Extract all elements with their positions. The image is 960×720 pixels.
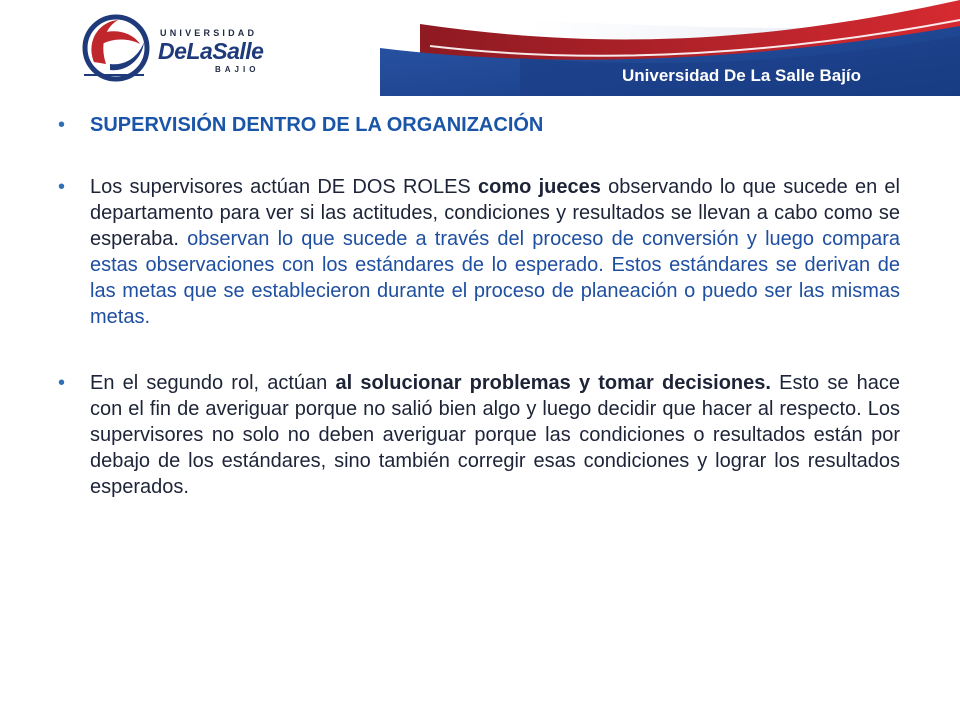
paragraph-1-text: Los supervisores actúan DE DOS ROLES	[90, 176, 478, 198]
section-heading: SUPERVISIÓN DENTRO DE LA ORGANIZACIÓN	[90, 114, 544, 136]
paragraph-2-emphasis: al solucionar problemas y tomar decisiones.	[335, 372, 771, 394]
header-banner	[0, 0, 960, 96]
paragraph-1-emphasis: como jueces	[478, 176, 601, 198]
logo-text-universidad: UNIVERSIDAD	[160, 28, 258, 38]
bullet-paragraph-2	[58, 370, 900, 500]
university-logo	[80, 12, 300, 84]
paragraph-1-text: observando lo que sucede en el departamento para ver si las actitudes, condiciones y resultados se llevan a cabo como se esperaba.	[90, 176, 900, 250]
logo-text-bajio: BAJIO	[215, 65, 260, 74]
bullet-paragraph-1	[58, 174, 900, 330]
slide-content	[58, 112, 900, 500]
banner-title: Universidad De La Salle Bajío	[622, 66, 862, 85]
paragraph-2-text: Esto se hace con el fin de averiguar porque no salió bien algo y luego decidir que hacer al respecto. Los supervisores no solo no deben averiguar porque las condiciones o resultados están por debajo de los estándares, sino también corregir esas condiciones y lograr los resultados esperados.	[90, 372, 900, 498]
logo-text-brand: DeLaSalle	[158, 38, 264, 64]
bullet-heading	[58, 112, 900, 138]
paragraph-1-highlight: observan lo que sucede a través del proceso de conversión y luego compara estas observaciones con los estándares de lo esperado. Estos estándares se derivan de las metas que se establecieron durante el proceso de planeación o puedo ser las mismas metas.	[90, 228, 900, 328]
paragraph-2-text: En el segundo rol, actúan	[90, 372, 336, 394]
logo-emblem-icon	[80, 12, 158, 84]
